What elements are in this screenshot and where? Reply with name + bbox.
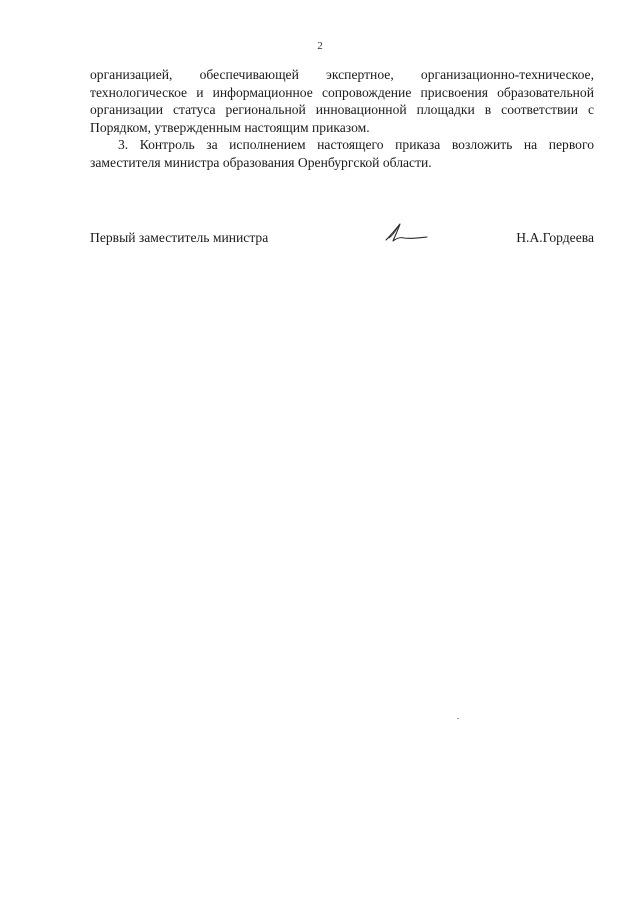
document-body xyxy=(90,66,594,171)
page-number: 2 xyxy=(317,40,323,52)
handwritten-signature xyxy=(380,220,430,246)
paragraph-item-3: 3. Контроль за исполнением настоящего приказа возложить на первого заместителя министра образования Оренбургской области. xyxy=(90,137,594,170)
scan-speck xyxy=(457,718,459,719)
signatory-name: Н.А.Гордеева xyxy=(516,230,594,245)
signatory-position: Первый заместитель министра xyxy=(90,230,269,245)
paragraph-continuation: организацией, обеспечивающей экспертное, организационно-техническое, технологическое и информационное сопровождение присвоения образовательной организации статуса региональной инновационной площадки в соответствии с Порядком, утвержденным настоящим приказом. xyxy=(90,67,594,135)
signature-block xyxy=(90,224,594,254)
